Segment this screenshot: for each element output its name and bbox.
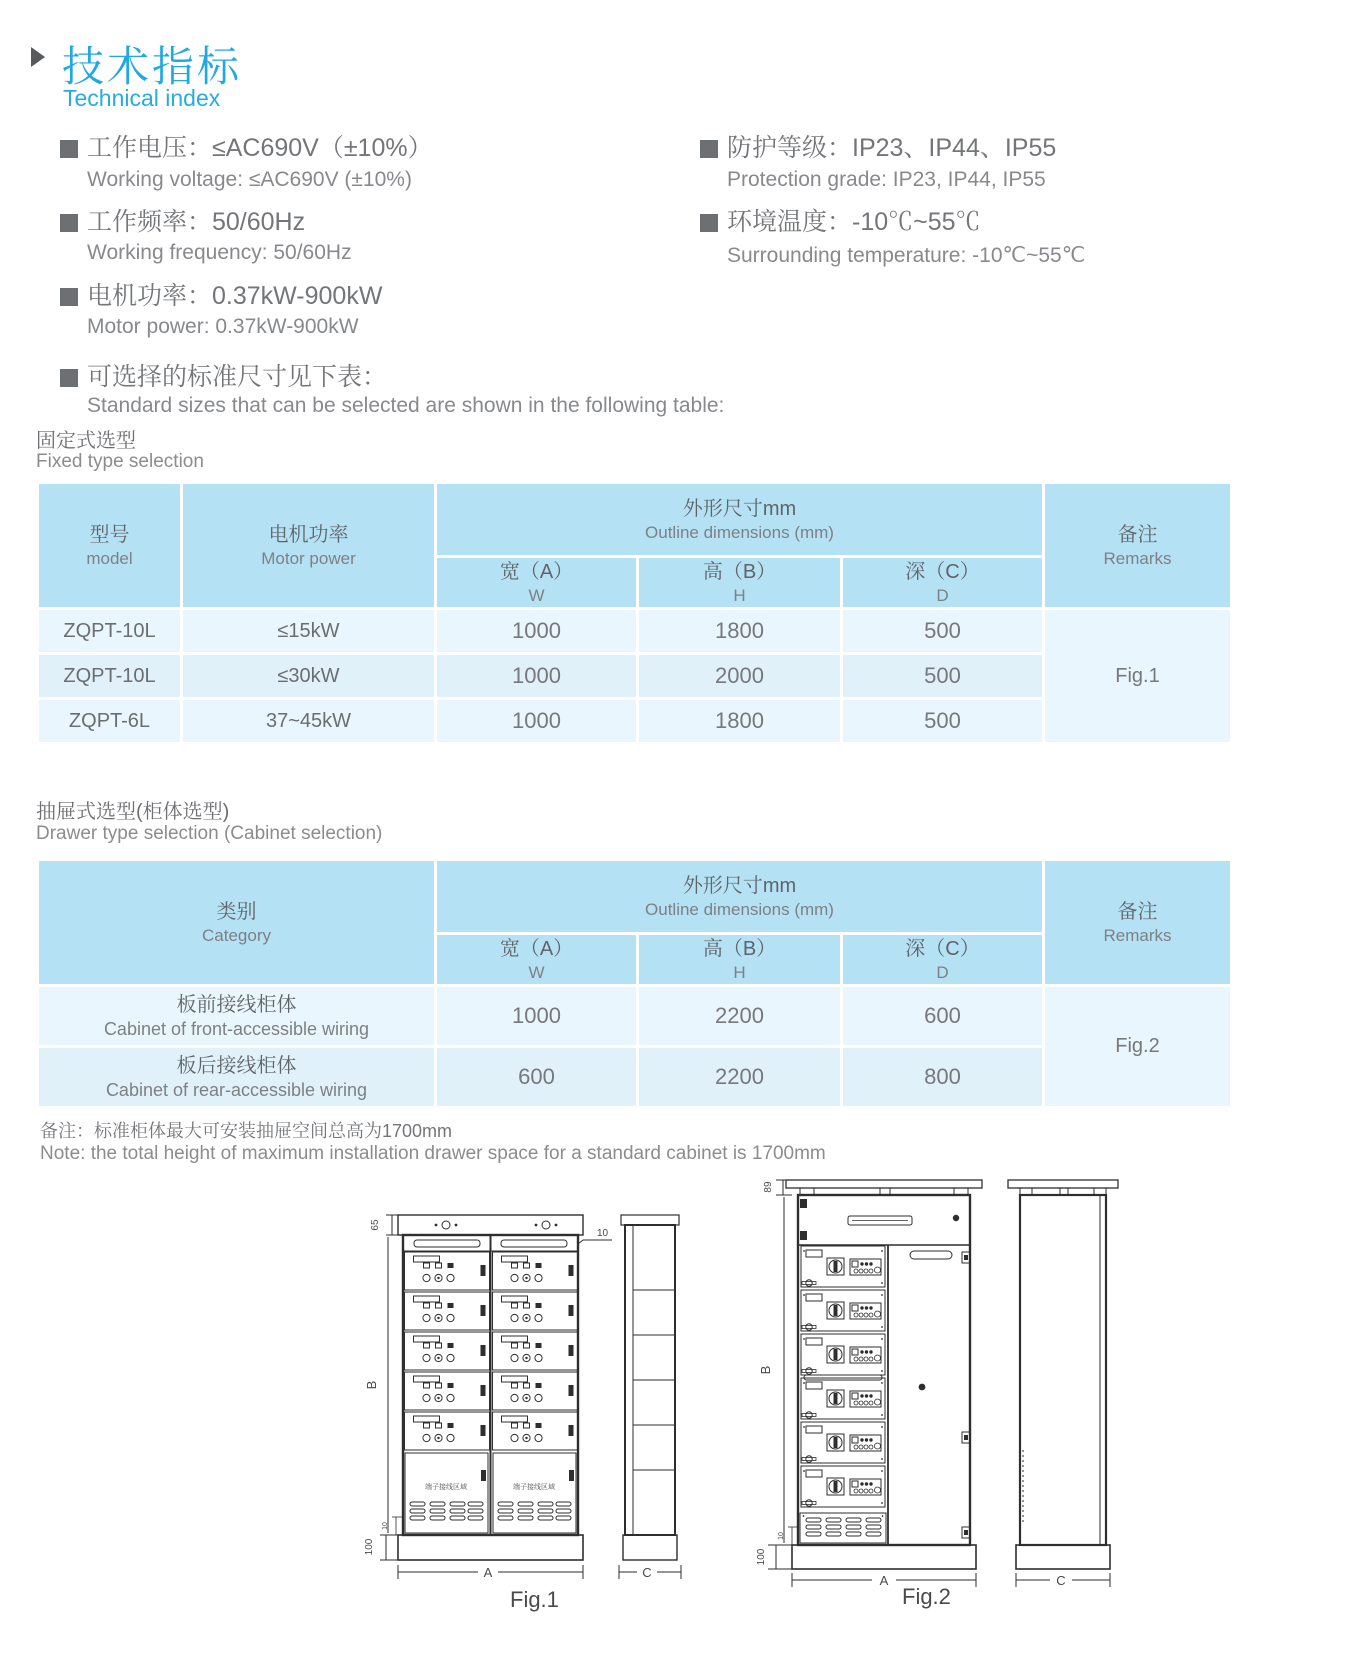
spec-ambient-temperature-zh — [700, 202, 981, 238]
drawer-section-title-zh: 抽屉式选型(柜体选型) — [36, 801, 230, 823]
fig1-terminal-area-label: 端子接线区域 — [513, 1484, 555, 1491]
header-zh: 高（B） — [702, 937, 777, 960]
table-row — [39, 987, 1230, 1045]
fig1-dim-height: B — [364, 1380, 379, 1390]
col-header-height — [639, 558, 840, 607]
header-en: D — [936, 585, 949, 605]
spec-text: 可选择的标准尺寸见下表： — [87, 363, 388, 391]
spec-text: 环境温度：-10℃~55℃ — [727, 208, 981, 236]
spec-table-intro-zh — [60, 357, 387, 393]
table-note-en: Note: the total height of maximum installation drawer space for a standard cabinet is 1700mm — [40, 1143, 826, 1164]
cell-height: 2200 — [639, 1048, 840, 1106]
header-zh: 深（C） — [905, 560, 980, 583]
cell-width: 1000 — [437, 700, 636, 742]
spec-text: 工作频率：50/60Hz — [87, 208, 306, 236]
category-en: Cabinet of front-accessible wiring — [103, 1018, 370, 1039]
fig1-dim-cap-offset: 10 — [597, 1228, 609, 1239]
header-en: Remarks — [1103, 925, 1172, 945]
header-en: Outline dimensions (mm) — [645, 899, 834, 919]
header-en: Outline dimensions (mm) — [645, 522, 834, 542]
fig2-dim-width: A — [879, 1573, 889, 1588]
header-zh: 备注 — [1117, 900, 1158, 923]
fig1-drawing — [340, 1140, 690, 1630]
cell-remarks: Fig.1 — [1045, 610, 1230, 742]
page-title-zh: 技术指标 — [62, 43, 243, 90]
header-en: model — [86, 548, 133, 568]
spec-text: 防护等级：IP23、IP44、IP55 — [727, 134, 1057, 162]
cell-depth: 500 — [843, 655, 1042, 697]
square-bullet-icon — [700, 214, 718, 232]
spec-text: 电机功率：0.37kW-900kW — [87, 282, 383, 310]
cell-model: ZQPT-10L — [39, 610, 180, 652]
cell-depth: 500 — [843, 610, 1042, 652]
header-zh: 深（C） — [905, 937, 980, 960]
table-row — [39, 610, 1230, 652]
fixed-type-table — [36, 481, 1233, 745]
fig2-dim-height: B — [758, 1365, 773, 1375]
fig1-dim-plinth: 100 — [364, 1538, 375, 1556]
cell-power: ≤30kW — [183, 655, 434, 697]
col-header-width — [437, 558, 636, 607]
cell-depth: 600 — [843, 987, 1042, 1045]
spec-protection-grade-zh — [700, 128, 1056, 164]
drawer-type-table — [36, 858, 1233, 1109]
spec-working-frequency-en: Working frequency: 50/60Hz — [87, 241, 352, 264]
fig2-dim-depth: C — [1056, 1573, 1066, 1588]
cell-height: 1800 — [639, 610, 840, 652]
table-note-zh: 备注：标准柜体最大可安装抽屉空间总高为1700mm — [40, 1121, 453, 1141]
fig2-dim-vent: 10 — [778, 1532, 785, 1540]
header-en: W — [528, 962, 545, 982]
square-bullet-icon — [60, 214, 78, 232]
cell-model: ZQPT-10L — [39, 655, 180, 697]
header-zh: 宽（A） — [499, 937, 574, 960]
header-zh: 高（B） — [702, 560, 777, 583]
header-en: Motor power — [261, 548, 356, 568]
cell-depth: 800 — [843, 1048, 1042, 1106]
cell-height: 1800 — [639, 700, 840, 742]
section-arrow-icon — [31, 47, 45, 67]
header-zh: 外形尺寸mm — [682, 874, 797, 897]
header-en: Remarks — [1103, 548, 1172, 568]
header-zh: 型号 — [89, 523, 130, 546]
col-header-remarks — [1045, 861, 1230, 984]
header-en: D — [936, 962, 949, 982]
spec-motor-power-zh — [60, 276, 382, 312]
fig1-dim-width: A — [483, 1565, 493, 1580]
fig1-dim-depth: C — [642, 1565, 652, 1580]
fig1-caption: Fig.1 — [510, 1587, 559, 1612]
col-header-motor-power — [183, 484, 434, 607]
spec-ambient-temperature-en: Surrounding temperature: -10℃~55℃ — [727, 244, 1086, 267]
cell-width: 1000 — [437, 655, 636, 697]
spec-working-voltage-zh — [60, 128, 433, 164]
spec-working-frequency-zh — [60, 202, 305, 238]
category-zh: 板后接线柜体 — [176, 1054, 297, 1077]
fig2-caption: Fig.2 — [902, 1584, 951, 1609]
header-zh: 电机功率 — [268, 523, 349, 546]
drawer-section-title-en: Drawer type selection (Cabinet selection) — [36, 823, 383, 844]
fig1-dim-cap-height: 65 — [370, 1219, 381, 1231]
header-zh: 外形尺寸mm — [682, 497, 797, 520]
square-bullet-icon — [60, 288, 78, 306]
spec-motor-power-en: Motor power: 0.37kW-900kW — [87, 315, 359, 338]
spec-protection-grade-en: Protection grade: IP23, IP44, IP55 — [727, 168, 1046, 191]
header-zh: 备注 — [1117, 523, 1158, 546]
fig2-dim-cap-height: 89 — [763, 1181, 774, 1193]
header-en: H — [733, 962, 746, 982]
cell-power: 37~45kW — [183, 700, 434, 742]
spec-table-intro-en: Standard sizes that can be selected are shown in the following table: — [87, 394, 725, 417]
cell-category — [39, 1048, 434, 1106]
square-bullet-icon — [700, 140, 718, 158]
header-en: H — [733, 585, 746, 605]
category-en: Cabinet of rear-accessible wiring — [105, 1079, 368, 1100]
cell-remarks: Fig.2 — [1045, 987, 1230, 1106]
cell-width: 1000 — [437, 610, 636, 652]
col-header-category — [39, 861, 434, 984]
col-header-depth — [843, 935, 1042, 984]
header-en: Category — [202, 925, 271, 945]
fig1-terminal-area-label: 端子接线区域 — [425, 1484, 467, 1491]
cell-power: ≤15kW — [183, 610, 434, 652]
page-title-en: Technical index — [63, 85, 221, 111]
header-en: W — [528, 585, 545, 605]
col-header-outline-dimensions — [437, 484, 1042, 555]
spec-text: 工作电压：≤AC690V（±10%） — [87, 134, 433, 162]
cell-width: 600 — [437, 1048, 636, 1106]
cell-width: 1000 — [437, 987, 636, 1045]
fig2-dim-plinth: 100 — [756, 1548, 767, 1566]
col-header-remarks — [1045, 484, 1230, 607]
square-bullet-icon — [60, 369, 78, 387]
cell-model: ZQPT-6L — [39, 700, 180, 742]
fig2-drawing — [720, 1090, 1140, 1610]
col-header-height — [639, 935, 840, 984]
header-zh: 宽（A） — [499, 560, 574, 583]
col-header-outline-dimensions — [437, 861, 1042, 932]
cell-height: 2000 — [639, 655, 840, 697]
spec-working-voltage-en: Working voltage: ≤AC690V (±10%) — [87, 168, 412, 191]
fixed-section-title-en: Fixed type selection — [36, 451, 204, 472]
fixed-section-title-zh: 固定式选型 — [36, 430, 136, 452]
col-header-width — [437, 935, 636, 984]
cell-depth: 500 — [843, 700, 1042, 742]
fig1-dim-vent: 10 — [382, 1522, 389, 1530]
category-zh: 板前接线柜体 — [176, 993, 297, 1016]
cell-category — [39, 987, 434, 1045]
header-zh: 类别 — [216, 900, 257, 923]
square-bullet-icon — [60, 140, 78, 158]
col-header-model — [39, 484, 180, 607]
cell-height: 2200 — [639, 987, 840, 1045]
col-header-depth — [843, 558, 1042, 607]
